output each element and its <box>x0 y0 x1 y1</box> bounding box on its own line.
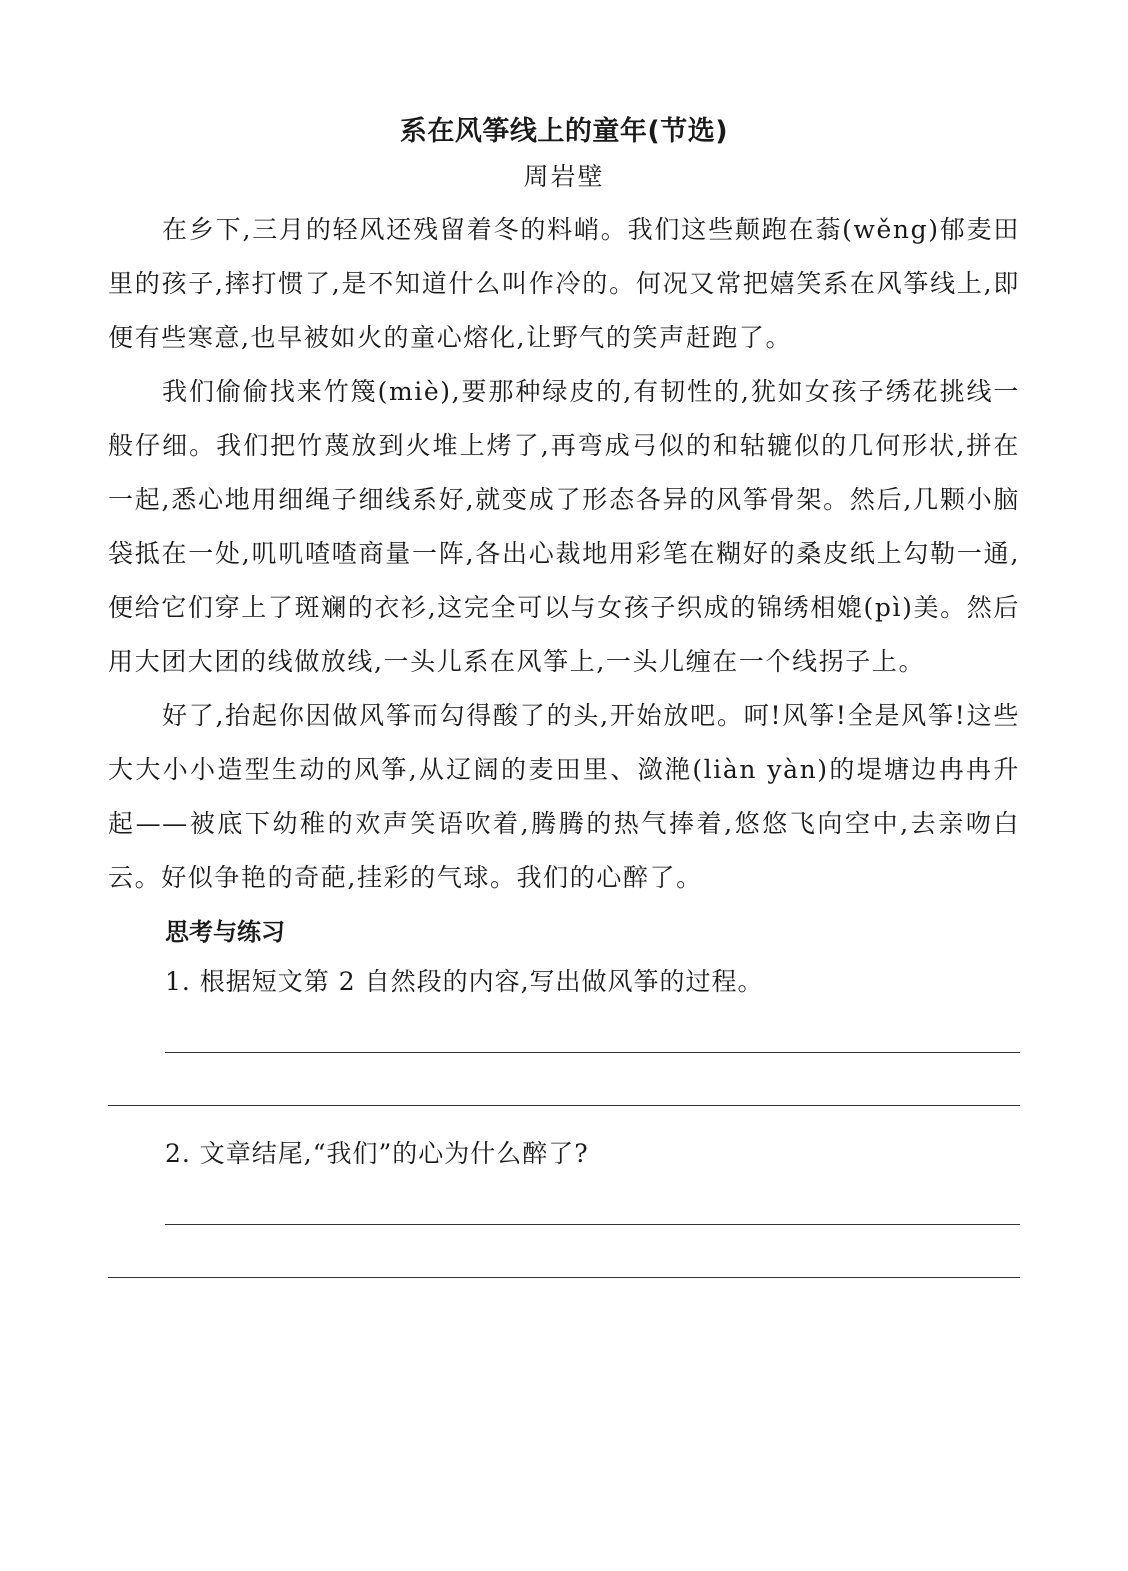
answer-area-2[interactable] <box>108 1179 1020 1301</box>
document-page <box>108 108 1020 1301</box>
document-title: 系在风筝线上的童年(节选) <box>399 116 729 147</box>
answer-line <box>165 1052 1020 1053</box>
answer-area-1[interactable] <box>108 1007 1020 1129</box>
answer-line <box>165 1224 1020 1225</box>
answer-line <box>108 1277 1020 1278</box>
document-author: 周岩壁 <box>523 162 605 191</box>
answer-line <box>108 1105 1020 1106</box>
exercises-heading: 思考与练习 <box>165 918 285 946</box>
question-2: 2. 文章结尾,“我们”的心为什么醉了? <box>165 1139 589 1168</box>
paragraph-1: 在乡下,三月的轻风还残留着冬的料峭。我们这些颠跑在蓊(wěng)郁麦田里的孩子,摔打惯了,是不知道什么叫作冷的。何况又常把嬉笑系在风筝线上,即便有些寒意,也早被如火的童心熔化,让野气的笑声赶跑了。 <box>108 215 1020 352</box>
question-1: 1. 根据短文第 2 自然段的内容,写出做风筝的过程。 <box>165 967 764 996</box>
paragraph-2: 我们偷偷找来竹篾(miè),要那种绿皮的,有韧性的,犹如女孩子绣花挑线一般仔细。我们把竹蔑放到火堆上烤了,再弯成弓似的和轱辘似的几何形状,拼在一起,悉心地用细绳子细线系好,就变成了形态各异的风筝骨架。然后,几颗小脑袋抵在一处,叽叽喳喳商量一阵,各出心裁地用彩笔在糊好的桑皮纸上勾勒一通,便给它们穿上了斑斓的衣衫,这完全可以与女孩子织成的锦绣相媲(pì)美。然后用大团大团的线做放线,一头儿系在风筝上,一头儿缠在一个线拐子上。 <box>108 377 1020 676</box>
paragraph-3: 好了,抬起你因做风筝而勾得酸了的头,开始放吧。呵!风筝!全是风筝!这些大大小小造型生动的风筝,从辽阔的麦田里、潋滟(liàn yàn)的堤塘边冉冉升起——被底下幼稚的欢声笑语吹着,腾腾的热气捧着,悠悠飞向空中,去亲吻白云。好似争艳的奇葩,挂彩的气球。我们的心醉了。 <box>108 701 1020 892</box>
